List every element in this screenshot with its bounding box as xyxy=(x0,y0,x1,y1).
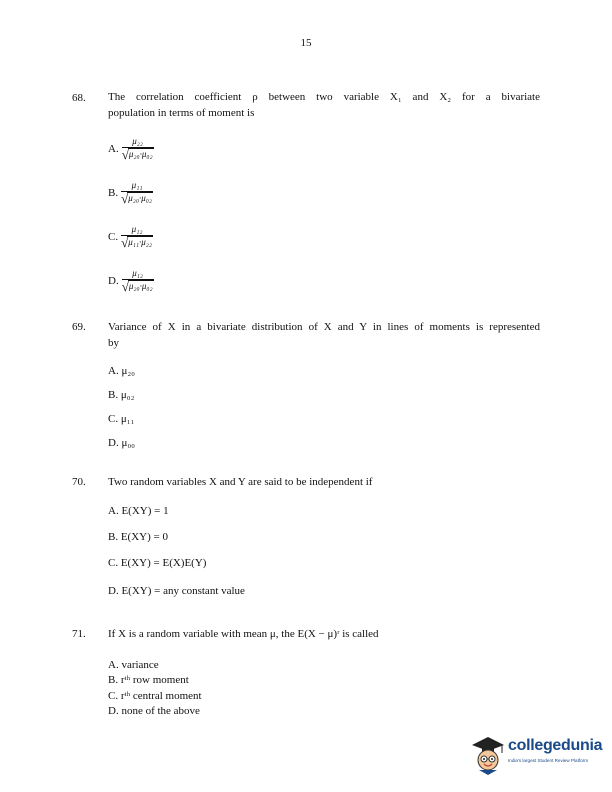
question-line: If X is a random variable with mean μ, the E(X − μ)ʳ is called xyxy=(108,628,379,640)
option-b[interactable] xyxy=(108,180,153,205)
option-c[interactable] xyxy=(108,224,153,249)
radicand: μ₂₀·μ₀₂ xyxy=(128,281,153,291)
question-number: 68. xyxy=(72,92,86,104)
question-line: Two random variables X and Y are said to be independent if xyxy=(108,476,373,488)
option-c[interactable]: C. rᵗʰ central moment xyxy=(108,690,202,702)
option-letter: B. xyxy=(108,186,119,199)
question-line: Variance of X in a bivariate distribution of X and Y in lines of moments is represented xyxy=(108,321,540,333)
option-letter: A. xyxy=(108,142,119,155)
question-line: population in terms of moment is xyxy=(108,107,255,119)
option-d[interactable]: D. μ₀₀ xyxy=(108,437,136,449)
fraction xyxy=(121,224,153,249)
option-d[interactable] xyxy=(108,268,154,293)
logo-tagline: India's largest Student Review Platform xyxy=(508,758,589,763)
sqrt-icon: √ xyxy=(121,147,129,162)
logo-wordmark: collegedunia xyxy=(508,737,603,754)
fraction-denominator xyxy=(122,279,154,293)
option-letter: C. xyxy=(108,230,119,243)
question-text xyxy=(108,626,540,642)
option-c[interactable]: C. E(XY) = E(X)E(Y) xyxy=(108,557,207,569)
radicand: μ₂₀·μ₀₂ xyxy=(128,193,153,203)
fraction-numerator: μ₁₂ xyxy=(131,224,143,234)
fraction xyxy=(122,268,154,293)
option-b[interactable]: B. μ₀₂ xyxy=(108,389,135,401)
question-text xyxy=(108,89,540,121)
option-a[interactable] xyxy=(108,136,154,161)
fraction xyxy=(121,180,153,205)
option-d[interactable]: D. none of the above xyxy=(108,705,200,717)
option-b[interactable]: B. E(XY) = 0 xyxy=(108,531,168,543)
option-b[interactable]: B. rᵗʰ row moment xyxy=(108,674,189,686)
option-c[interactable]: C. μ₁₁ xyxy=(108,413,135,425)
sqrt-icon: √ xyxy=(121,235,129,250)
option-a[interactable]: A. variance xyxy=(108,659,159,671)
collegedunia-logo xyxy=(468,733,608,777)
question-number: 71. xyxy=(72,628,86,640)
radicand: μ₁₁·μ₂₂ xyxy=(128,237,153,247)
fraction-numerator: μ₁₁ xyxy=(131,180,143,190)
fraction-numerator: μ₁₂ xyxy=(132,268,144,278)
page-number: 15 xyxy=(300,37,312,49)
question-line: by xyxy=(108,337,119,349)
option-d[interactable]: D. E(XY) = any constant value xyxy=(108,585,245,597)
fraction-denominator xyxy=(121,191,153,205)
graduate-mascot-icon xyxy=(468,733,508,777)
question-text xyxy=(108,474,540,490)
option-a[interactable]: A. μ₂₀ xyxy=(108,365,136,377)
sqrt-icon: √ xyxy=(121,191,129,206)
option-letter: D. xyxy=(108,274,119,287)
option-a[interactable]: A. E(XY) = 1 xyxy=(108,505,169,517)
fraction-numerator: μ₂₂ xyxy=(132,136,144,146)
question-line: The correlation coefficient ρ between two variable X₁ and X₂ for a bivariate xyxy=(108,91,540,103)
radicand: μ₂₀·μ₀₂ xyxy=(128,149,153,159)
question-number: 70. xyxy=(72,476,86,488)
question-text xyxy=(108,319,540,351)
fraction-denominator xyxy=(122,147,154,161)
question-number: 69. xyxy=(72,321,86,333)
sqrt-icon: √ xyxy=(121,279,129,294)
fraction xyxy=(122,136,154,161)
fraction-denominator xyxy=(121,235,153,249)
